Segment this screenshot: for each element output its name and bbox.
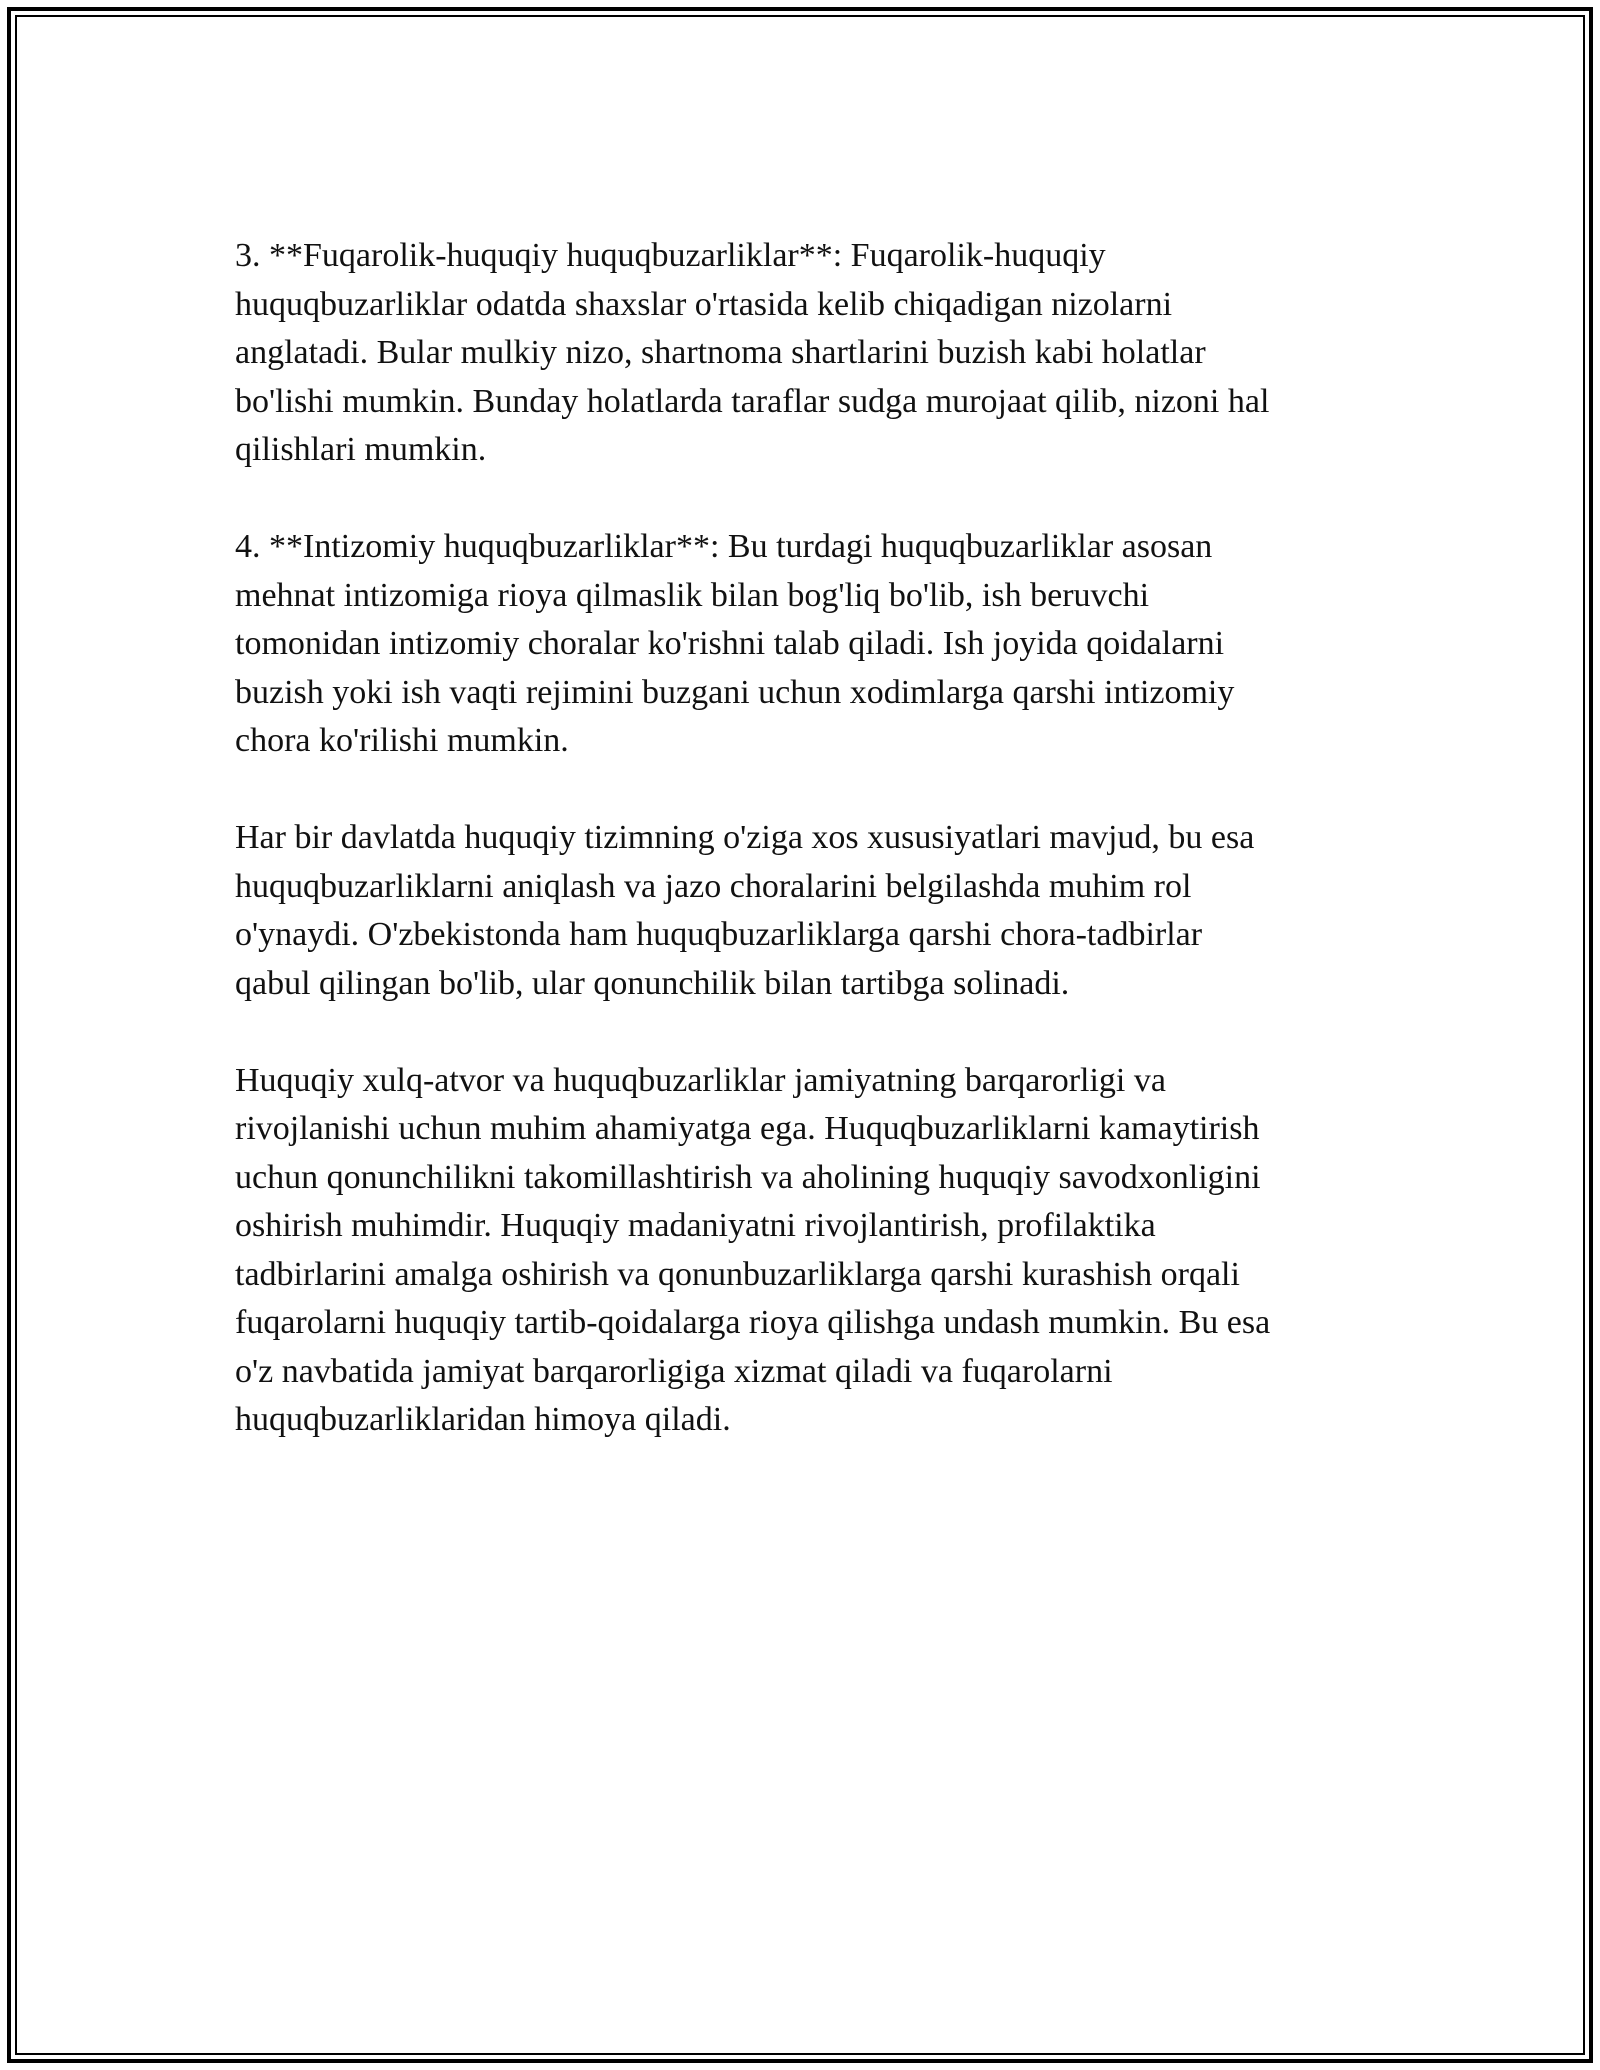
paragraph-conclusion: Huquqiy xulq-atvor va huquqbuzarliklar jamiyatning barqarorligi va rivojlanishi uchun muhim ahamiyatga ega. Huquqbuzarliklarni kamaytirish uchun qonunchilikni takomillashtirish va aholining huquqiy savodxonligini oshirish muhimdir. Huquqiy madaniyatni rivojlantirish, profilaktika tadbirlarini amalga oshirish va qonunbuzarliklarga qarshi kurashish orqali fuqarolarni huquqiy tartib-qoidalarga rioya qilishga undash mumkin. Bu esa o'z navbatida jamiyat barqarorligiga xizmat qiladi va fuqarolarni huquqbuzarliklaridan himoya qiladi.: [235, 1061, 1271, 1438]
paragraph-disciplinary-offenses: 4. **Intizomiy huquqbuzarliklar**: Bu turdagi huquqbuzarliklar asosan mehnat intizomiga rioya qilmaslik bilan bog'liq bo'lib, ish beruvchi tomonidan intizomiy choralar ko'rishni talab qiladi. Ish joyida qoidalarni buzish yoki ish vaqti rejimini buzgani uchun xodimlarga qarshi intizomiy chora ko'rilishi mumkin.: [235, 528, 1235, 759]
paragraph-legal-system: Har bir davlatda huquqiy tizimning o'ziga xos xususiyatlari mavjud, bu esa huquqbuzarliklarni aniqlash va jazo choralarini belgilashda muhim rol o'ynaydi. O'zbekistonda ham huquqbuzarliklarga qarshi chora-tadbirlar qabul qilingan bo'lib, ular qonunchilik bilan tartibga solinadi.: [235, 819, 1255, 1002]
paragraph-civil-offenses: 3. **Fuqarolik-huquqiy huquqbuzarliklar**: Fuqarolik-huquqiy huquqbuzarliklar odatda shaxslar o'rtasida kelib chiqadigan nizolarni anglatadi. Bular mulkiy nizo, shartnoma shartlarini buzish kabi holatlar bo'lishi mumkin. Bunday holatlarda taraflar sudga murojaat qilib, nizoni hal qilishlari mumkin.: [235, 237, 1270, 468]
document-body: [235, 232, 1375, 1493]
